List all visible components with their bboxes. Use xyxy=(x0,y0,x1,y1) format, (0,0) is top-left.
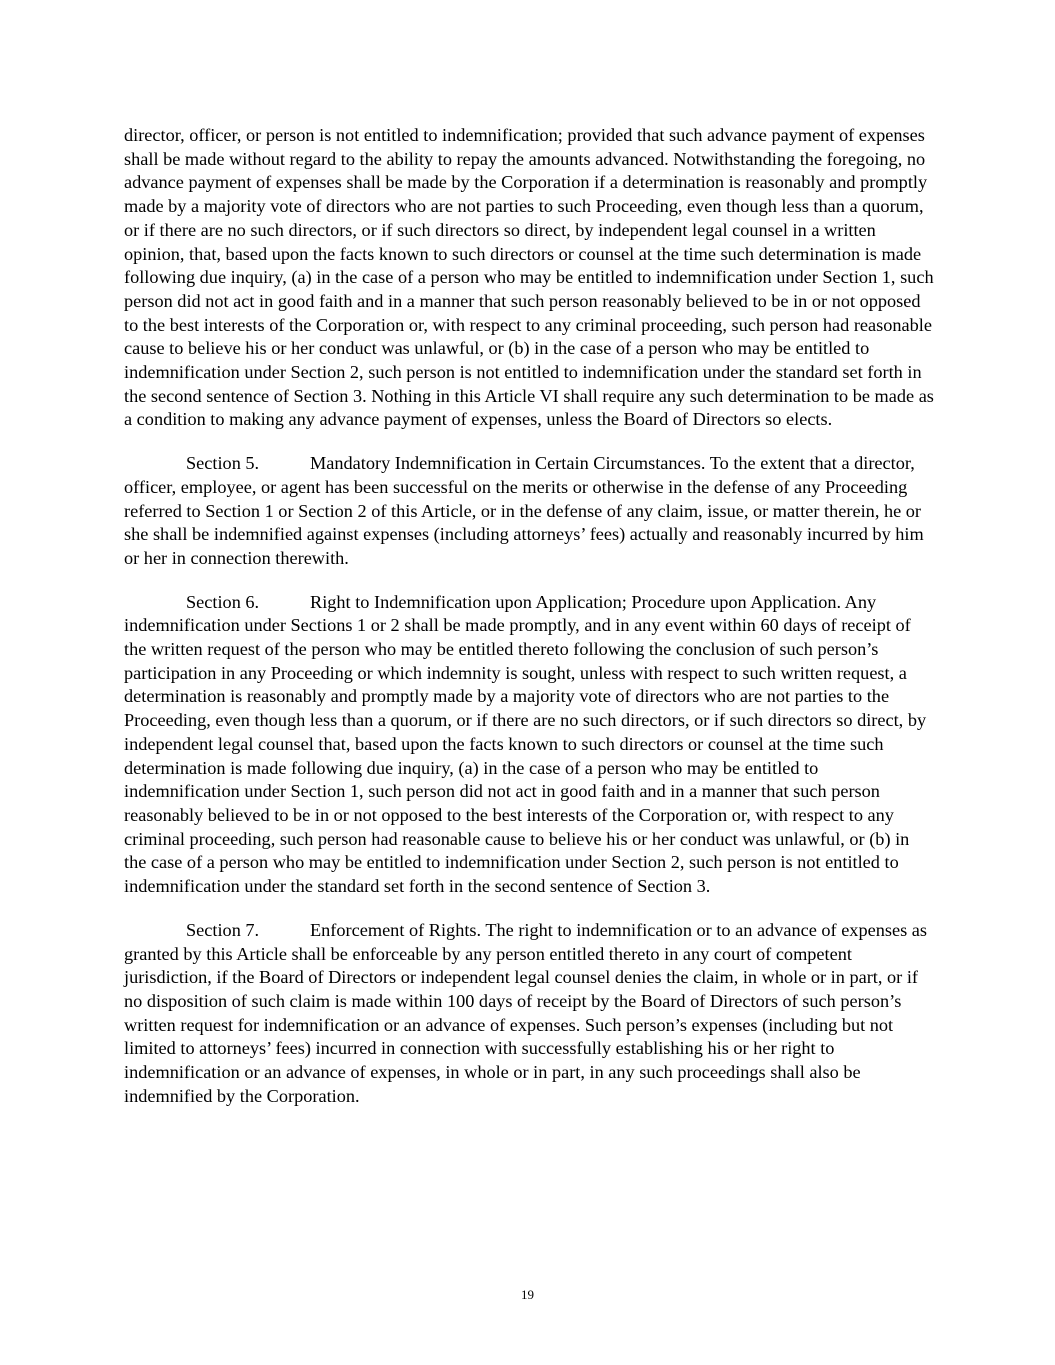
document-body xyxy=(124,124,936,1128)
section-6-paragraph xyxy=(124,591,936,899)
section-6-text: Right to Indemnification upon Application; Procedure upon Application. Any indemnification under Sections 1 or 2 shall be made promptly, and in any event within 60 days of receipt of the written request of the person who may be entitled thereto following the conclusion of such person’s participation in any Proceeding or which indemnity is sought, unless with respect to such written request, a determination is reasonably and promptly made by a majority vote of directors who are not parties to the Proceeding, even though less than a quorum, or if there are no such directors, or if such directors so direct, by independent legal counsel that, based upon the facts known to such directors or counsel at the time such determination is made following due inquiry, (a) in the case of a person who may be entitled to indemnification under Section 1, such person did not act in good faith and in a manner that such person reasonably believed to be in or not opposed to the best interests of the Corporation or, with respect to any criminal proceeding, such person had reasonable cause to believe his or her conduct was unlawful, or (b) in the case of a person who may be entitled to indemnification under Section 2, such person is not entitled to indemnification under the standard set forth in the second sentence of Section 3. xyxy=(124,591,927,897)
section-7-paragraph xyxy=(124,919,936,1109)
section-5-text: Mandatory Indemnification in Certain Circumstances. To the extent that a director, officer, employee, or agent has been successful on the merits or otherwise in the defense of any Proceeding referred to Section 1 or Section 2 of this Article, or in the defense of any claim, issue, or matter therein, he or she shall be indemnified against expenses (including attorneys’ fees) actually and reasonably incurred by him or her in connection therewith. xyxy=(124,453,924,568)
section-5-paragraph xyxy=(124,452,936,571)
continuation-paragraph: director, officer, or person is not entitled to indemnification; provided that such advance payment of expenses shall be made without regard to the ability to repay the amounts advanced. Notwithstanding the foregoing, no advance payment of expenses shall be made by the Corporation if a determination is reasonably and promptly made by a majority vote of directors who are not parties to such Proceeding, even though less than a quorum, or if there are no such directors, or if such directors so direct, by independent legal counsel in a written opinion, that, based upon the facts known to such directors or counsel at the time such determination is made following due inquiry, (a) in the case of a person who may be entitled to indemnification under Section 1, such person did not act in good faith and in a manner that such person reasonably believed to be in or not opposed to the best interests of the Corporation or, with respect to any criminal proceeding, such person had reasonable cause to believe his or her conduct was unlawful, or (b) in the case of a person who may be entitled to indemnification under Section 2, such person is not entitled to indemnification under the standard set forth in the second sentence of Section 3. Nothing in this Article VI shall require any such determination to be made as a condition to making any advance payment of expenses, unless the Board of Directors so elects. xyxy=(124,125,934,430)
section-5-number: Section 5. xyxy=(186,453,260,474)
page-number: 19 xyxy=(521,1287,534,1302)
section-7-number: Section 7. xyxy=(186,919,260,940)
section-6-number: Section 6. xyxy=(186,591,260,612)
section-7-text: Enforcement of Rights. The right to indemnification or to an advance of expenses as granted by this Article shall be enforceable by any person entitled thereto in any court of competent jurisdiction, if the Board of Directors or independent legal counsel denies the claim, in whole or in part, or if no disposition of such claim is made within 100 days of receipt by the Board of Directors of such person’s written request for indemnification or an advance of expenses. Such person’s expenses (including but not limited to attorneys’ fees) incurred in connection with successfully establishing his or her right to indemnification or an advance of expenses, in whole or in part, in any such proceedings shall also be indemnified by the Corporation. xyxy=(124,919,927,1106)
